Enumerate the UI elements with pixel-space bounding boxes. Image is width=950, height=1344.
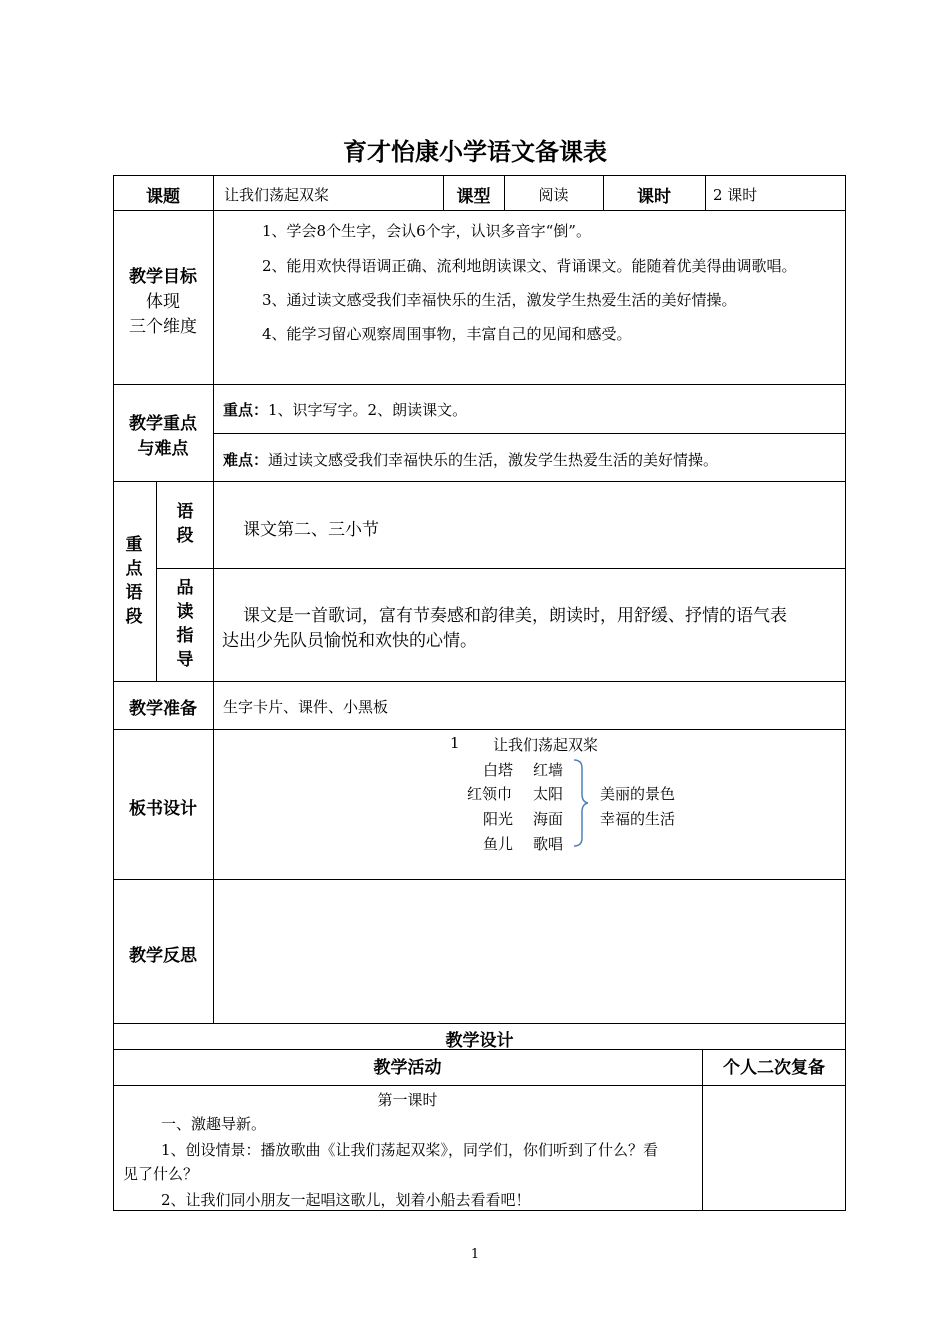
board-summary: 美丽的景色 [600, 785, 676, 803]
board-summary: 幸福的生活 [600, 810, 676, 828]
page-number: 1 [470, 1247, 480, 1262]
prep-text: 生字卡片、课件、小黑板 [223, 698, 389, 716]
goal-item: 2、能用欢快得语调正确、流利地朗读课文、背诵课文。能随着优美得曲调歌唱。 [262, 257, 797, 275]
board-word: 海面 [533, 810, 564, 828]
personal-header: 个人二次复备 [723, 1058, 825, 1078]
goals-label-sub: 三个维度 [129, 317, 197, 337]
goal-item: 4、能学习留心观察周围事物，丰富自己的见闻和感受。 [262, 325, 632, 343]
board-number: 1 [450, 734, 460, 752]
design-line: 1、创设情景：播放歌曲《让我们荡起双桨》，同学们，你们听到了什么？看 [161, 1141, 659, 1159]
board-word: 鱼儿 [483, 835, 514, 853]
type-label: 课型 [456, 187, 491, 207]
board-word: 阳光 [483, 810, 514, 828]
hours-label: 课时 [637, 187, 671, 207]
row-divider [113, 879, 846, 880]
curly-brace-icon [570, 758, 590, 848]
row-divider [113, 681, 846, 682]
difficult-point-label: 难点： [223, 451, 269, 469]
reflection-label: 教学反思 [129, 946, 197, 966]
board-word: 太阳 [533, 785, 564, 803]
board-word: 红领巾 [467, 785, 513, 803]
key-points-label: 与难点 [137, 439, 189, 459]
key-points-label: 教学重点 [129, 414, 197, 434]
col-divider [213, 175, 214, 1023]
board-heading: 让我们荡起双桨 [493, 736, 599, 754]
difficult-point-text: 通过读文感受我们幸福快乐的生活，激发学生热爱生活的美好情操。 [268, 451, 719, 469]
row-divider [113, 729, 846, 730]
row-divider [213, 433, 846, 434]
activity-header: 教学活动 [373, 1058, 442, 1078]
row-divider [113, 1085, 846, 1086]
prep-label: 教学准备 [129, 699, 197, 719]
design-line: 一、激趣导新。 [161, 1115, 267, 1133]
design-title: 教学设计 [445, 1031, 514, 1051]
col-divider [705, 175, 706, 210]
key-point [223, 399, 467, 420]
board-label: 板书设计 [129, 799, 197, 819]
design-line: 见了什么？ [123, 1165, 199, 1183]
key-point-text: 1、识字写字。2、朗读课文。 [268, 401, 468, 419]
col-divider [156, 481, 157, 681]
goals-label-sub: 体现 [146, 292, 180, 312]
lesson-title: 第一课时 [377, 1091, 438, 1109]
row-divider [113, 384, 846, 385]
key-passage-label: 重 点 语 段 [125, 535, 143, 627]
passage-text: 课文第二、三小节 [243, 520, 379, 540]
topic-label: 课题 [146, 187, 180, 207]
reading-guide-text: 课文是一首歌词，富有节奏感和韵律美，朗读时，用舒缓、抒情的语气表 [243, 606, 787, 626]
key-point-label: 重点： [223, 401, 269, 419]
difficult-point [223, 449, 718, 470]
goal-item: 3、通过读文感受我们幸福快乐的生活，激发学生热爱生活的美好情操。 [262, 291, 737, 309]
row-divider [156, 568, 846, 569]
topic-value: 让我们荡起双桨 [224, 186, 330, 204]
board-word: 红墙 [533, 761, 564, 779]
reading-guide-label: 品 读 指 导 [176, 578, 194, 670]
passage-sub-label: 语 段 [176, 502, 194, 546]
page-title: 育才怡康小学语文备课表 [343, 138, 607, 166]
row-divider [113, 210, 846, 211]
hours-value: 2 课时 [713, 186, 758, 204]
row-divider [113, 481, 846, 482]
row-divider [113, 1023, 846, 1024]
goals-label: 教学目标 [129, 267, 197, 287]
reading-guide-text: 达出少先队员愉悦和欢快的心情。 [222, 631, 477, 651]
design-line: 2、让我们同小朋友一起唱这歌儿，划着小船去看看吧！ [161, 1191, 531, 1209]
type-value: 阅读 [538, 186, 569, 204]
board-word: 白塔 [483, 761, 514, 779]
goal-item: 1、学会8个生字，会认6个字，认识多音字“倒”。 [262, 222, 591, 240]
board-word: 歌唱 [533, 835, 564, 853]
